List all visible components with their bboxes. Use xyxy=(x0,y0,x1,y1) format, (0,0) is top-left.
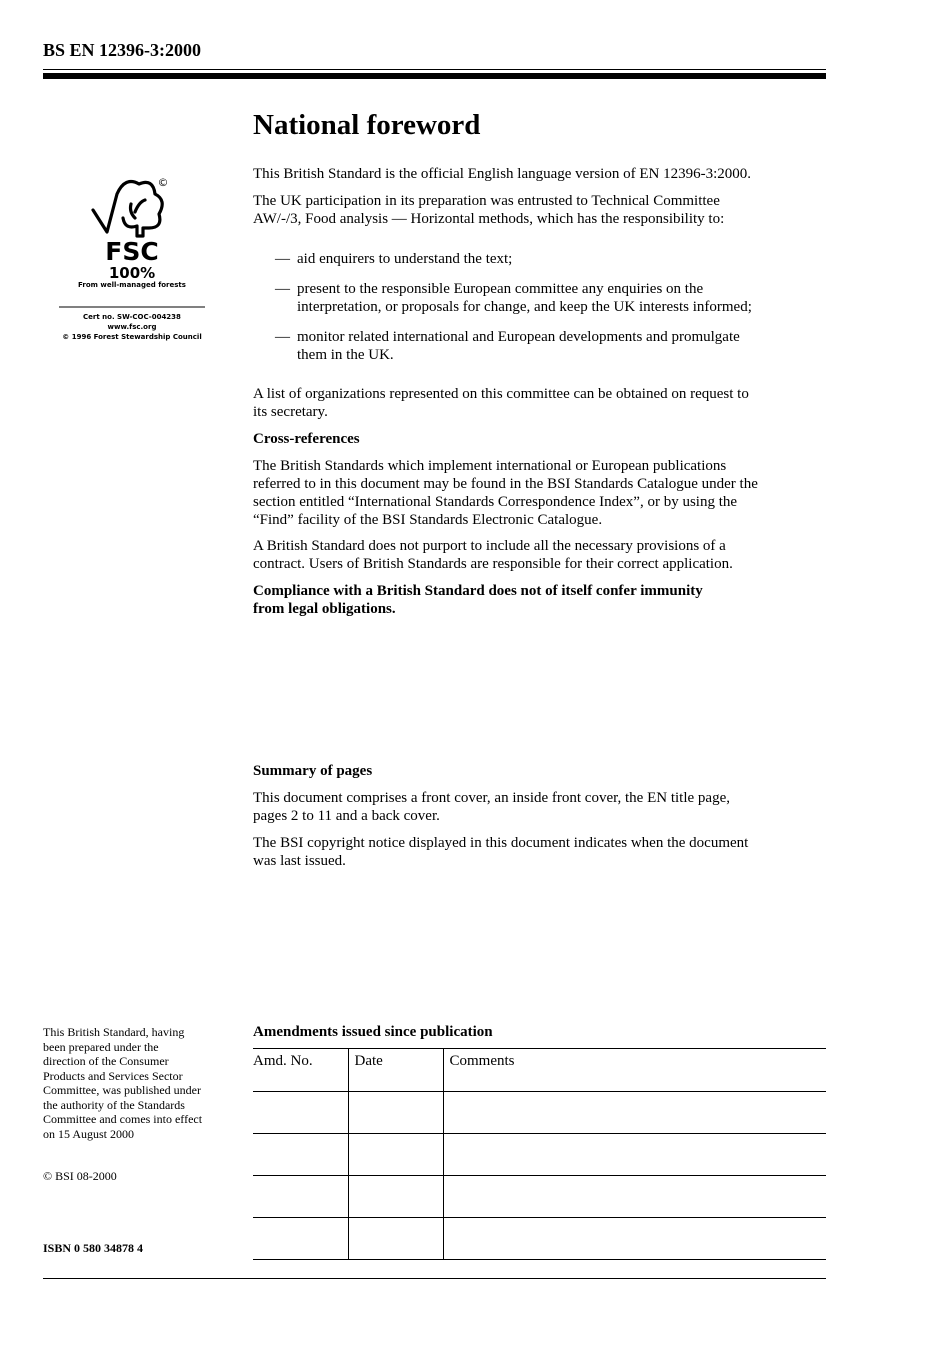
column-header-comments: Comments xyxy=(443,1049,826,1092)
cross-references-heading: Cross-references xyxy=(253,431,360,447)
document-code-header: BS EN 12396-3:2000 xyxy=(43,40,202,60)
intro-line: This British Standard is the official English language version of EN 12396-3:2000. xyxy=(253,166,751,182)
paragraph-line: was last issued. xyxy=(253,853,346,869)
fsc-percent: 100% xyxy=(108,264,156,282)
paragraph-line: contract. Users of British Standards are responsible for their correct application. xyxy=(253,556,733,572)
table-cell xyxy=(348,1176,443,1218)
paragraph-line: “Find” facility of the BSI Standards Electronic Catalogue. xyxy=(253,512,603,528)
notice-line: on 15 August 2000 xyxy=(43,1126,135,1141)
fsc-tagline: From well-managed forests xyxy=(78,281,186,289)
provisions-paragraph xyxy=(253,537,831,573)
paragraph-line: A British Standard does not purport to include all the necessary provisions of a xyxy=(253,538,726,554)
isbn: ISBN 0 580 34878 4 xyxy=(43,1241,144,1255)
list-dash: — xyxy=(275,251,290,267)
table-cell xyxy=(348,1092,443,1134)
header-thick-rule xyxy=(43,73,826,79)
header-thin-rule xyxy=(43,69,826,70)
table-row xyxy=(253,1176,826,1218)
intro-paragraph-1 xyxy=(253,165,831,183)
fsc-url: www.fsc.org xyxy=(107,323,157,331)
list-item-text: present to the responsible European committee any enquiries on the xyxy=(297,281,704,297)
paragraph-line: The British Standards which implement international or European publications xyxy=(253,458,727,474)
table-cell xyxy=(348,1218,443,1260)
summary-heading: Summary of pages xyxy=(253,763,373,779)
paragraph-line: its secretary. xyxy=(253,404,328,420)
notice-line: been prepared under the xyxy=(43,1039,159,1054)
paragraph-line: pages 2 to 11 and a back cover. xyxy=(253,808,440,824)
table-cell xyxy=(443,1092,826,1134)
table-row xyxy=(253,1092,826,1134)
intro-line: AW/-/3, Food analysis — Horizontal methods, which has the responsibility to: xyxy=(253,211,725,227)
paragraph-line: The BSI copyright notice displayed in this document indicates when the document xyxy=(253,835,749,851)
amendments-title: Amendments issued since publication xyxy=(253,1024,493,1040)
compliance-statement xyxy=(253,582,831,618)
tree-checkmark-icon xyxy=(93,182,162,236)
notice-line: Committee and comes into effect xyxy=(43,1112,203,1126)
notice-line: direction of the Consumer xyxy=(43,1054,169,1068)
list-item-text: them in the UK. xyxy=(297,347,394,363)
fsc-copyright-mark: © xyxy=(157,176,169,189)
table-cell xyxy=(443,1134,826,1176)
list-item xyxy=(275,280,825,316)
amendments-table xyxy=(253,1048,826,1260)
table-cell xyxy=(348,1134,443,1176)
footer-rule xyxy=(43,1278,826,1279)
notice-line: the authority of the Standards xyxy=(43,1097,185,1112)
list-item-text: monitor related international and European developments and promulgate xyxy=(297,329,740,345)
list-dash: — xyxy=(275,329,290,345)
page-title: National foreword xyxy=(253,109,481,141)
list-dash: — xyxy=(275,281,290,297)
table-cell xyxy=(253,1134,348,1176)
paragraph-line: referred to in this document may be found in the BSI Standards Catalogue under the xyxy=(253,476,758,492)
table-cell xyxy=(253,1218,348,1260)
table-row xyxy=(253,1218,826,1260)
table-cell xyxy=(443,1176,826,1218)
summary-paragraph-1 xyxy=(253,789,831,825)
table-cell xyxy=(443,1218,826,1260)
table-cell xyxy=(253,1092,348,1134)
list-item xyxy=(275,250,825,268)
intro-line: The UK participation in its preparation was entrusted to Technical Committee xyxy=(253,193,720,209)
list-item xyxy=(275,328,825,364)
paragraph-line: from legal obligations. xyxy=(253,601,396,617)
publication-notice xyxy=(43,1025,233,1141)
list-item-text: aid enquirers to understand the text; xyxy=(297,251,513,267)
paragraph-line: A list of organizations represented on this committee can be obtained on request to xyxy=(253,386,749,402)
paragraph-line: This document comprises a front cover, an inside front cover, the EN title page, xyxy=(253,790,730,806)
paragraph-line: Compliance with a British Standard does not of itself confer immunity xyxy=(253,583,703,599)
column-header-amd-no: Amd. No. xyxy=(253,1049,348,1092)
fsc-wordmark: FSC xyxy=(105,237,159,266)
paragraph-line: section entitled “International Standards Correspondence Index”, or by using the xyxy=(253,494,738,510)
committee-list-paragraph xyxy=(253,385,831,421)
fsc-cert: Cert no. SW-COC-004238 xyxy=(83,313,181,321)
cross-references-paragraph xyxy=(253,457,831,529)
table-cell xyxy=(253,1176,348,1218)
fsc-logo xyxy=(55,172,210,347)
intro-paragraph-2 xyxy=(253,192,831,228)
notice-line: Committee, was published under xyxy=(43,1083,201,1097)
copyright-notice: © BSI 08-2000 xyxy=(43,1169,117,1183)
notice-line: This British Standard, having xyxy=(43,1025,185,1039)
notice-line: Products and Services Sector xyxy=(43,1068,183,1083)
summary-paragraph-2 xyxy=(253,834,831,870)
column-header-date: Date xyxy=(348,1049,443,1092)
table-row xyxy=(253,1134,826,1176)
list-item-text: interpretation, or proposals for change, and keep the UK interests informed; xyxy=(297,299,752,315)
table-header-row xyxy=(253,1049,826,1092)
fsc-council: © 1996 Forest Stewardship Council xyxy=(62,333,202,341)
